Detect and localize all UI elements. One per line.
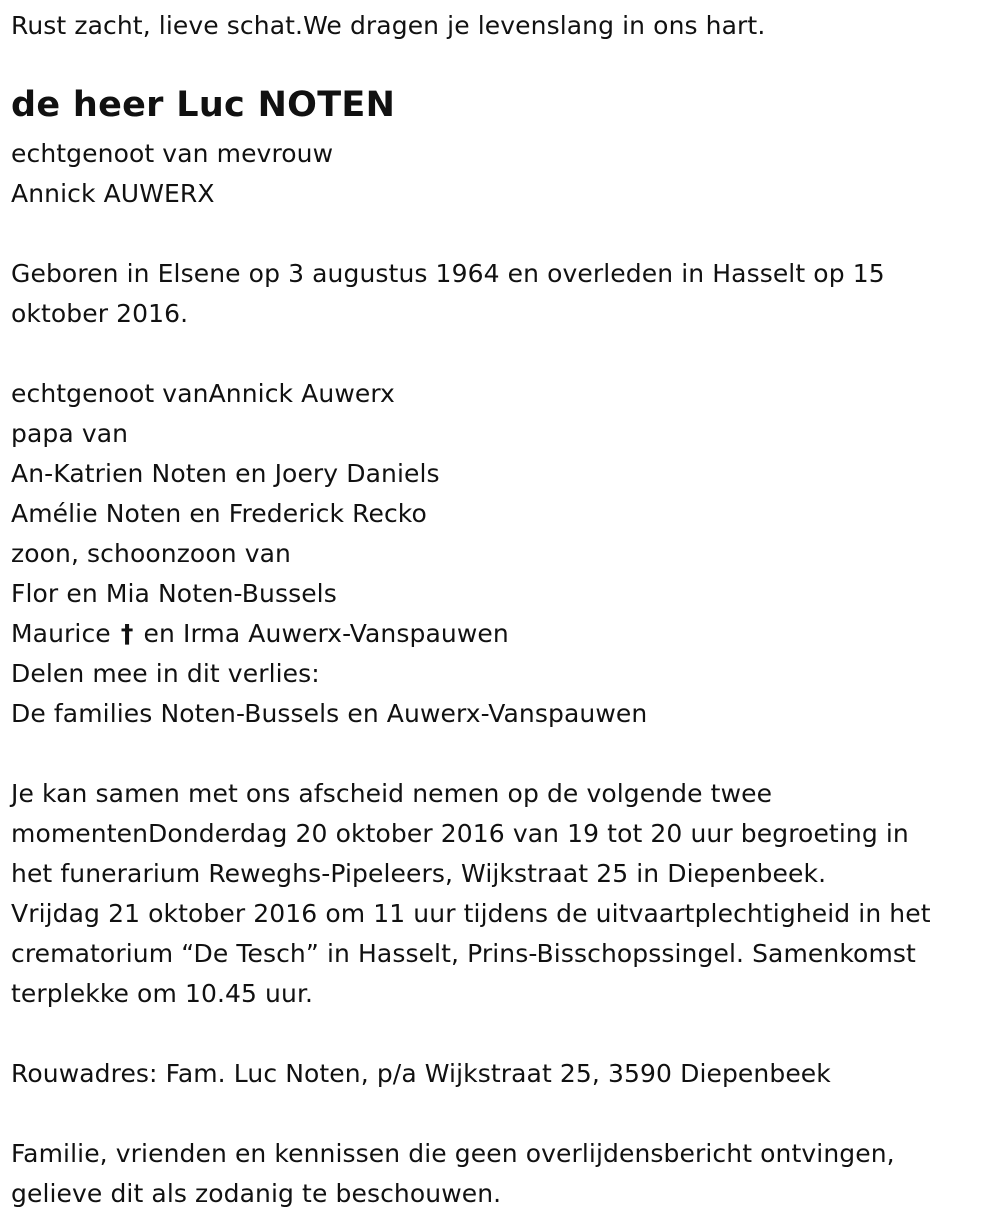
- in-law-first-name: Maurice: [11, 619, 111, 648]
- closing-notice: [11, 1134, 895, 1214]
- farewell-line: terplekke om 10.45 uur.: [11, 979, 314, 1008]
- child-line: Amélie Noten en Frederick Recko: [11, 499, 427, 528]
- share-label: Delen mee in dit verlies:: [11, 659, 320, 688]
- in-law-rest: en Irma Auwerx-Vanspauwen: [143, 619, 509, 648]
- address-line: Rouwadres: Fam. Luc Noten, p/a Wijkstraat 25, 3590 Diepenbeek: [11, 1059, 831, 1088]
- child-line: An-Katrien Noten en Joery Daniels: [11, 459, 440, 488]
- mourning-address: [11, 1054, 831, 1094]
- son-label: zoon, schoonzoon van: [11, 539, 291, 568]
- spouse-label: echtgenoot van mevrouw: [11, 139, 334, 168]
- intro-text: Rust zacht, lieve schat.We dragen je levenslang in ons hart.: [11, 11, 766, 40]
- family-spouse-line: echtgenoot vanAnnick Auwerx: [11, 379, 395, 408]
- farewell-line: momentenDonderdag 20 oktober 2016 van 19 tot 20 uur begroeting in: [11, 819, 909, 848]
- papa-label: papa van: [11, 419, 129, 448]
- farewell-line: Vrijdag 21 oktober 2016 om 11 uur tijdens de uitvaartplechtigheid in het: [11, 899, 931, 928]
- families-line: De families Noten-Bussels en Auwerx-Vanspauwen: [11, 699, 648, 728]
- cross-icon: †: [120, 619, 134, 648]
- in-laws-line: [11, 614, 647, 654]
- spouse-name: Annick AUWERX: [11, 179, 215, 208]
- farewell-line: Je kan samen met ons afscheid nemen op de volgende twee: [11, 779, 773, 808]
- birth-death-line: oktober 2016.: [11, 299, 189, 328]
- birth-death-paragraph: [11, 254, 885, 334]
- farewell-paragraph: [11, 774, 931, 1014]
- notice-line: Familie, vrienden en kennissen die geen overlijdensbericht ontvingen,: [11, 1139, 895, 1168]
- deceased-name-heading: de heer Luc NOTEN: [11, 85, 396, 125]
- farewell-line: crematorium “De Tesch” in Hasselt, Prins-Bisschopssingel. Samenkomst: [11, 939, 916, 968]
- birth-death-line: Geboren in Elsene op 3 augustus 1964 en overleden in Hasselt op 15: [11, 259, 885, 288]
- family-paragraph: [11, 374, 647, 734]
- parents-line: Flor en Mia Noten-Bussels: [11, 579, 337, 608]
- notice-line: gelieve dit als zodanig te beschouwen.: [11, 1179, 502, 1208]
- farewell-line: het funerarium Reweghs-Pipeleers, Wijkstraat 25 in Diepenbeek.: [11, 859, 827, 888]
- spouse-block: [11, 134, 333, 214]
